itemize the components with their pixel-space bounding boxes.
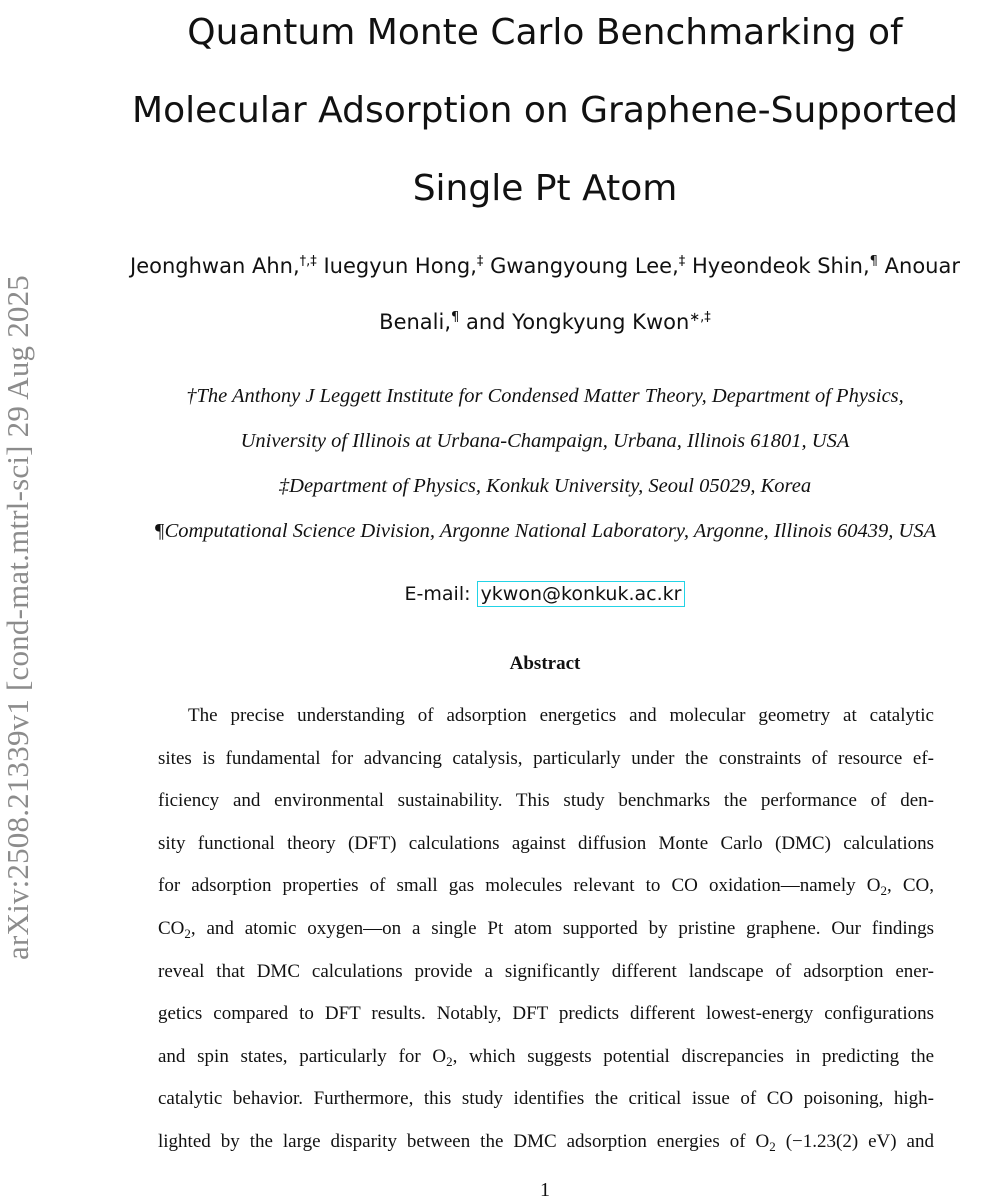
author-line	[100, 294, 985, 350]
affiliation-line: †The Anthony J Leggett Institute for Condensed Matter Theory, Department of Physics,	[186, 385, 904, 407]
abstract-line	[158, 993, 934, 1036]
title-line: Single Pt Atom	[412, 168, 678, 209]
author-name: Gwangyoung Lee,	[490, 254, 679, 278]
abstract-text: The precise understanding of adsorption energetics and molecular geometry at catalytic	[188, 705, 934, 726]
abstract-text: , which suggests potential discrepancies in predicting the	[452, 1045, 935, 1067]
abstract-line	[158, 1078, 934, 1121]
abstract-line	[158, 908, 934, 951]
title-line: Molecular Adsorption on Graphene-Supported	[132, 90, 958, 131]
affiliation-line: ¶Computational Science Division, Argonne National Laboratory, Argonne, Illinois 60439, USA	[153, 520, 937, 542]
author-affiliation-mark: ∗,‡	[689, 310, 711, 325]
author-affiliation-mark: ‡	[678, 254, 686, 269]
subscript: 2	[769, 1138, 776, 1154]
abstract-line	[158, 1121, 934, 1164]
title-line: Quantum Monte Carlo Benchmarking of	[187, 12, 903, 53]
author-name: Hyeondeok Shin,	[691, 254, 870, 278]
subscript: 2	[184, 925, 191, 941]
abstract-text: lighted by the large disparity between the DMC adsorption energies of O	[158, 1130, 770, 1152]
abstract-text: sity functional theory (DFT) calculations against diffusion Monte Carlo (DMC) calculations	[158, 832, 934, 854]
author-list	[100, 238, 985, 350]
abstract-line	[158, 695, 934, 738]
abstract-line	[158, 780, 934, 823]
abstract-line	[158, 865, 934, 908]
subscript: 2	[446, 1053, 453, 1069]
abstract-text: getics compared to DFT results. Notably, DFT predicts different lowest-energy configurations	[158, 1003, 934, 1025]
abstract-heading: Abstract	[509, 653, 581, 674]
author-name: and Yongkyung Kwon	[466, 310, 690, 334]
author-affiliation-mark: †,‡	[299, 254, 317, 269]
abstract-line	[158, 1036, 934, 1079]
author-name: Anouar	[884, 254, 960, 278]
abstract-line	[158, 951, 934, 994]
subscript: 2	[880, 883, 887, 899]
affiliation-line: ‡Department of Physics, Konkuk University, Seoul 05029, Korea	[278, 475, 812, 497]
page-number: 1	[540, 1179, 550, 1201]
author-name: Iuegyun Hong,	[323, 254, 477, 278]
paper-title	[100, 0, 985, 228]
author-line	[100, 238, 985, 294]
abstract-line	[158, 738, 934, 781]
abstract-text: catalytic behavior. Furthermore, this study identifies the critical issue of CO poisoning, high-	[158, 1088, 934, 1110]
author-affiliation-mark: ¶	[451, 310, 460, 325]
abstract-line	[158, 823, 934, 866]
affiliation-line: University of Illinois at Urbana-Champaign, Urbana, Illinois 61801, USA	[240, 430, 850, 452]
author-affiliation-mark: ¶	[869, 254, 878, 269]
author-name: Benali,	[379, 310, 452, 334]
author-affiliation-mark: ‡	[476, 254, 484, 269]
abstract-text: CO	[158, 917, 185, 939]
author-name: Jeonghwan Ahn,	[130, 254, 300, 278]
abstract-text: and spin states, particularly for O	[158, 1045, 447, 1067]
email-link[interactable]: ykwon@konkuk.ac.kr	[477, 581, 686, 607]
abstract-text: ficiency and environmental sustainability. This study benchmarks the performance of den-	[158, 790, 934, 812]
abstract-text: for adsorption properties of small gas molecules relevant to CO oxidation—namely O	[158, 875, 881, 897]
affiliation-list	[100, 374, 985, 554]
abstract-text: , and atomic oxygen—on a single Pt atom supported by pristine graphene. Our findings	[190, 917, 934, 939]
abstract-body	[158, 695, 934, 1164]
abstract-text: sites is fundamental for advancing catalysis, particularly under the constraints of resource ef-	[158, 747, 934, 769]
abstract-text: (−1.23(2) eV) and	[775, 1130, 934, 1152]
contact-email	[100, 578, 985, 610]
abstract-text: , CO,	[887, 875, 934, 897]
abstract-text: reveal that DMC calculations provide a significantly different landscape of adsorption ener-	[158, 960, 934, 982]
email-label: E-mail:	[404, 583, 471, 605]
arxiv-identifier-stamp: arXiv:2508.21339v1 [cond-mat.mtrl-sci] 29 Aug 2025	[0, 274, 35, 960]
